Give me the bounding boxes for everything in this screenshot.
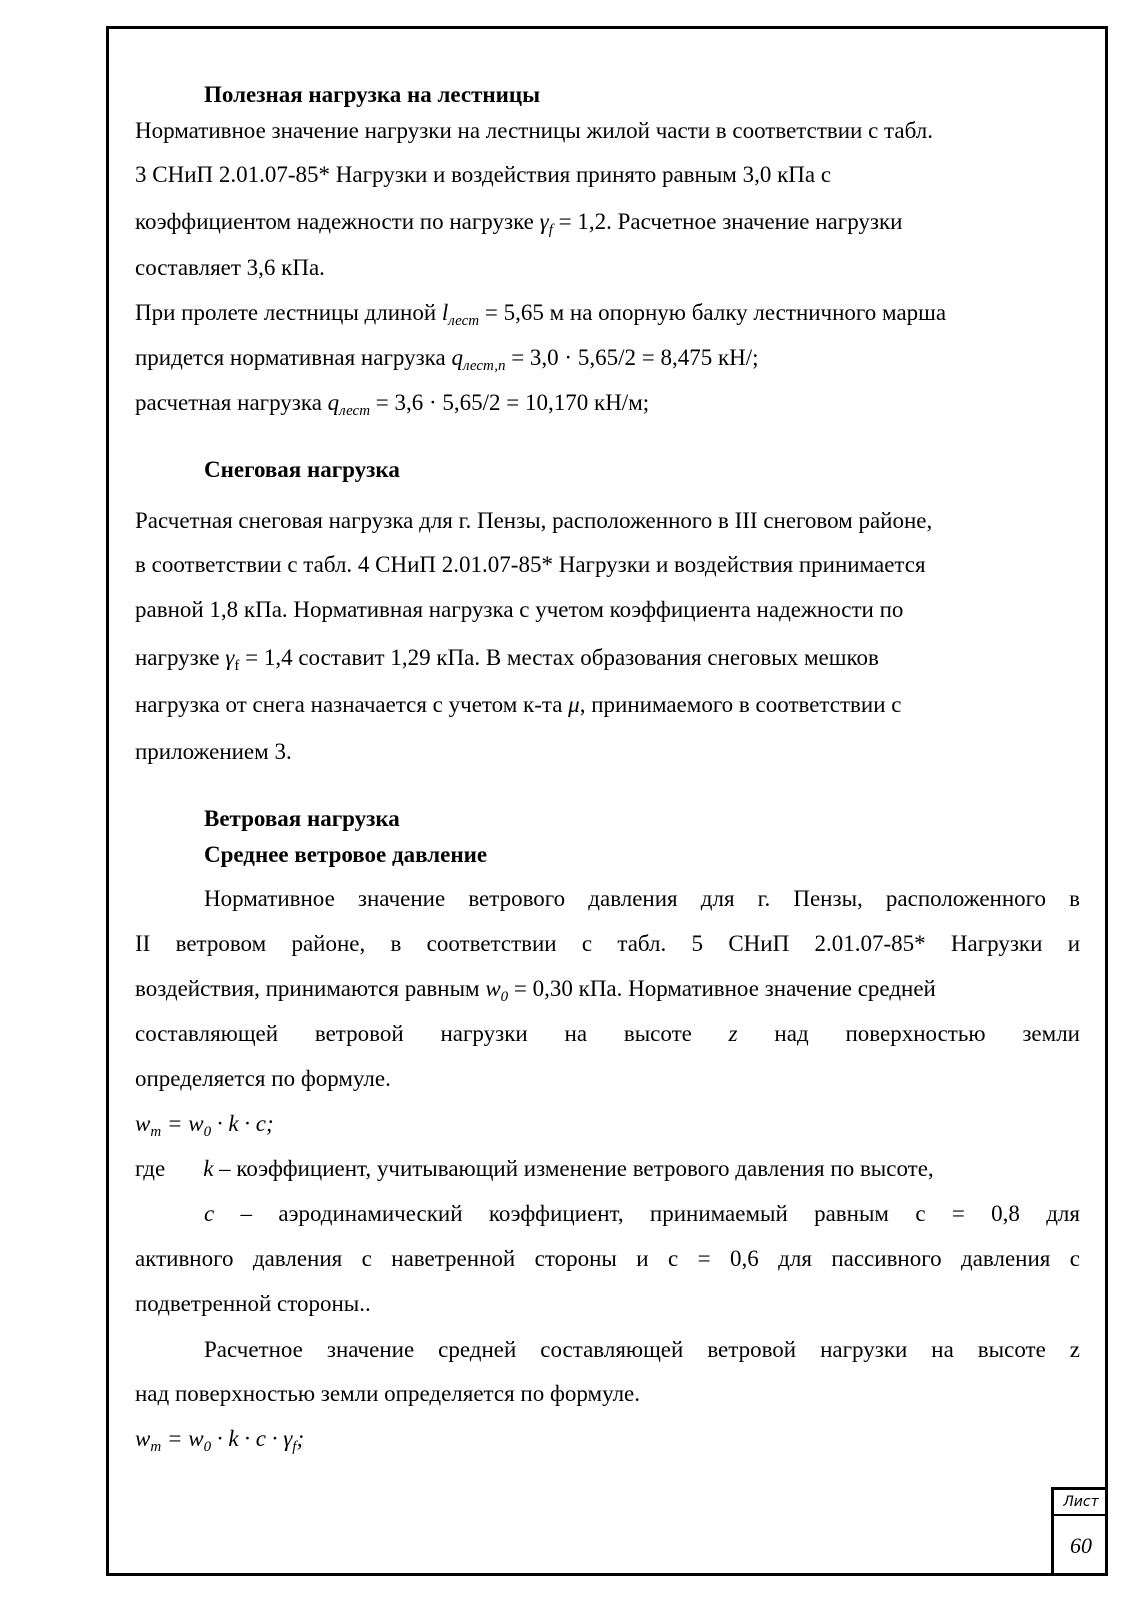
text-line: над поверхностью земли определяется по формуле. <box>135 1381 641 1406</box>
text-line: Расчетная снеговая нагрузка для г. Пензы, расположенного в III снеговом районе, <box>135 508 933 533</box>
text-line: приложением 3. <box>135 739 292 764</box>
text-line: нагрузке $\gamma_f = 1,4$ составит 1,29 кПа. В местах образования снеговых мешков <box>135 645 879 674</box>
text-line: c – аэродинамический коэффициент, принимаемый равным с = 0,8 для <box>204 1201 1080 1226</box>
text-line: подветренной стороны.. <box>135 1291 371 1316</box>
text-line: активного давления с наветренной стороны и с = 0,6 для пассивного давления с <box>135 1246 1080 1271</box>
text-line: Нормативное значение нагрузки на лестницы жилой части в соответствии с табл. <box>135 118 933 143</box>
heading-stairs-load: Полезная нагрузка на лестницы <box>204 82 541 107</box>
text-line: 3 СНиП 2.01.07-85* Нагрузки и воздействия принято равным 3,0 кПа с <box>135 162 832 187</box>
sheet-stamp <box>1051 1487 1108 1576</box>
text-line: расчетная нагрузка $q_{лест} = 3,6 \cdot 5,65/2 = 10,170$ кН/м; <box>135 390 650 419</box>
text-line: II ветровом районе, в соответствии с табл. 5 СНиП 2.01.07-85* Нагрузки и <box>135 931 1080 956</box>
text-line: составляющей ветровой нагрузки на высоте z над поверхностью земли <box>135 1021 1080 1046</box>
heading-wind-load: Ветровая нагрузка <box>204 806 400 831</box>
text-line: При пролете лестницы длиной $l_{лест} = 5,65$ м на опорную балку лестничного марша <box>135 300 947 329</box>
text-line: определяется по формуле. <box>135 1066 391 1091</box>
text-line: Нормативное значение ветрового давления для г. Пензы, расположенного в <box>204 886 1080 911</box>
heading-mean-wind-pressure: Среднее ветровое давление <box>204 842 488 867</box>
text-line: в соответствии с табл. 4 СНиП 2.01.07-85* Нагрузки и воздействия принимается <box>135 552 926 577</box>
page-number: 60 <box>1070 1533 1092 1558</box>
formula-wm-design: $w_m = w_0 \cdot k \cdot c \cdot \gamma_f$; <box>135 1426 305 1455</box>
text-line: Расчетное значение средней составляющей ветровой нагрузки на высоте z <box>204 1337 1080 1362</box>
text-line: коэффициентом надежности по нагрузке $\gamma_f = 1,2$. Расчетное значение нагрузки <box>135 209 903 238</box>
heading-snow-load: Снеговая нагрузка <box>204 457 400 482</box>
text-line: составляет 3,6 кПа. <box>135 255 325 280</box>
text-line: придется нормативная нагрузка $q_{лест,n} = 3,0 \cdot 5,65/2 = 8,475$ кН/; <box>135 345 759 374</box>
text-line: равной 1,8 кПа. Нормативная нагрузка с учетом коэффициента надежности по <box>135 597 904 622</box>
text-line: где k – коэффициент, учитывающий изменение ветрового давления по высоте, <box>135 1156 934 1181</box>
sheet-label: Лист <box>1054 1490 1108 1516</box>
text-line: нагрузка от снега назначается с учетом к-та μ, принимаемого в соответствии с <box>135 692 902 717</box>
text-line: воздействия, принимаются равным $w_0 = 0,30$ кПа. Нормативное значение средней <box>135 976 936 1005</box>
formula-wm: $w_m = w_0 \cdot k \cdot c$; <box>135 1111 274 1140</box>
